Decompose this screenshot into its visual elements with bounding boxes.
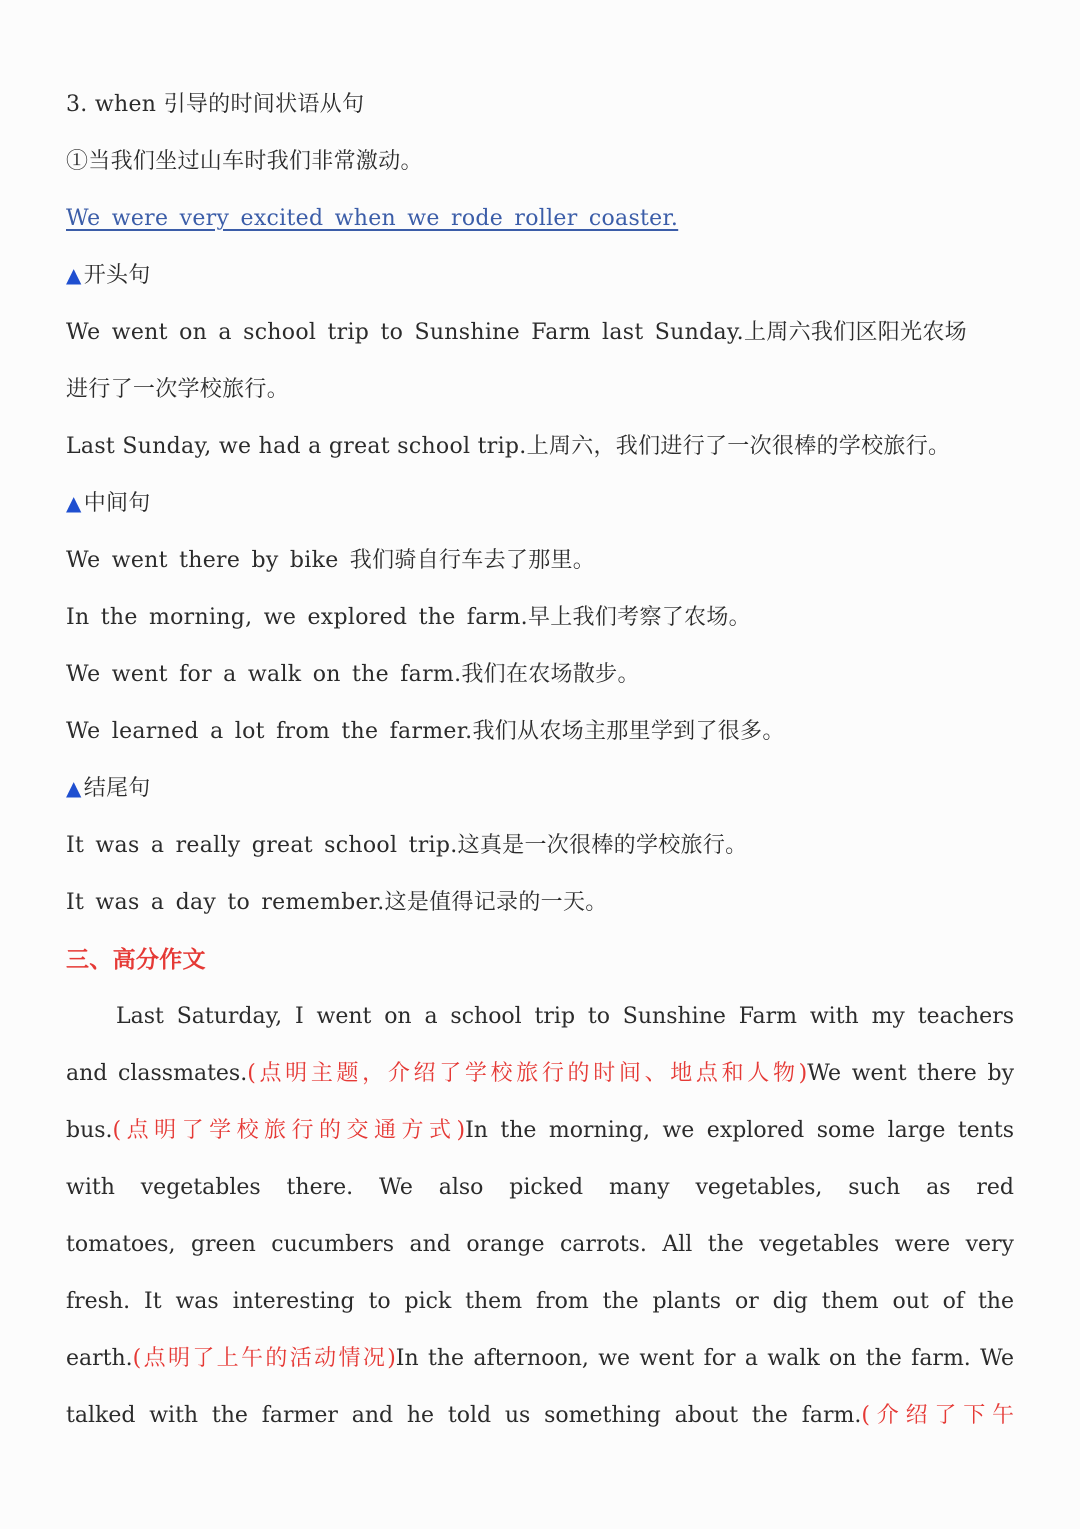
middle-heading (66, 475, 1014, 532)
opening-heading (66, 247, 1014, 304)
ending-sentence-2: It was a day to remember.这是值得记录的一天。 (66, 890, 608, 915)
example-english (66, 190, 1014, 247)
ending-sentence-1: It was a really great school trip.这真是一次很棒的学校旅行。 (66, 833, 748, 858)
essay-text: and classmates. (66, 1061, 248, 1086)
clause-title: 3. when 引导的时间状语从句 (66, 92, 365, 117)
essay-text: We went there by (807, 1061, 1014, 1086)
triangle-marker-icon: ▲ (66, 491, 82, 515)
essay-row-6: fresh. It was interesting to pick them from the plants or dig them out of the (66, 1289, 1014, 1314)
essay-row-5: tomatoes, green cucumbers and orange carrots. All the vegetables were very (66, 1232, 1014, 1257)
ending-label: 结尾句 (83, 776, 151, 801)
essay-row-1: Last Saturday, I went on a school trip to Sunshine Farm with my teachers (116, 1004, 1014, 1029)
essay-annotation: (点明了上午的活动情况) (132, 1346, 396, 1371)
essay-row-2 (66, 1045, 1014, 1102)
essay-row-3 (66, 1102, 1014, 1159)
essay-text: talked with the farmer and he told us something about the farm. (66, 1403, 862, 1428)
essay-text: In the afternoon, we went for a walk on the farm. We (395, 1346, 1014, 1371)
essay-annotation: (介绍了下午 (861, 1403, 1014, 1428)
middle-sentence-2: In the morning, we explored the farm.早上我们考察了农场。 (66, 605, 751, 630)
opening-label: 开头句 (83, 263, 151, 288)
essay-text: earth. (66, 1346, 133, 1371)
triangle-marker-icon: ▲ (66, 776, 82, 800)
essay-annotation: (点明了学校旅行的交通方式) (112, 1118, 466, 1143)
essay-annotation: (点明主题，介绍了学校旅行的时间、地点和人物) (247, 1061, 808, 1086)
middle-sentence-3: We went for a walk on the farm.我们在农场散步。 (66, 662, 640, 687)
example-chinese: ①当我们坐过山车时我们非常激动。 (66, 149, 423, 174)
section-heading (66, 931, 1014, 988)
essay-text: bus. (66, 1118, 113, 1143)
ending-heading (66, 760, 1014, 817)
triangle-marker-icon: ▲ (66, 263, 82, 287)
essay-row-4: with vegetables there. We also picked many vegetables, such as red (66, 1175, 1014, 1200)
example-english-text: We were very excited when we rode roller coaster. (66, 206, 679, 231)
opening-sentence-1a: We went on a school trip to Sunshine Farm last Sunday.上周六我们区阳光农场 (66, 320, 967, 345)
opening-sentence-2: Last Sunday, we had a great school trip.上周六，我们进行了一次很棒的学校旅行。 (66, 434, 951, 459)
essay-row-7 (66, 1330, 1014, 1387)
section-heading-text: 三、高分作文 (66, 946, 206, 973)
middle-sentence-1: We went there by bike 我们骑自行车去了那里。 (66, 548, 596, 573)
opening-sentence-1b: 进行了一次学校旅行。 (66, 377, 290, 402)
essay-row-8 (66, 1387, 1014, 1444)
middle-label: 中间句 (83, 491, 151, 516)
middle-sentence-4: We learned a lot from the farmer.我们从农场主那里学到了很多。 (66, 719, 785, 744)
essay-text: In the morning, we explored some large tents (465, 1118, 1014, 1143)
essay-body (66, 988, 1014, 1444)
